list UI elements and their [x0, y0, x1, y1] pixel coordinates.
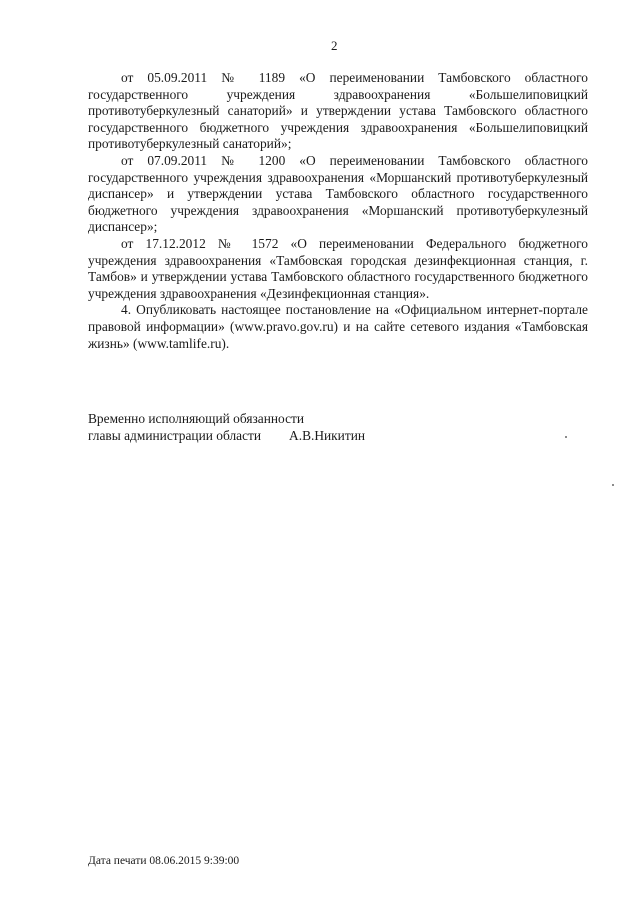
document-body	[88, 70, 588, 352]
paragraph-publication: 4. Опубликовать настоящее постановление на «Официальном интернет-портале правовой информации» (www.pravo.gov.ru) и на сайте сетевого издания «Тамбовская жизнь» (www.tamlife.ru).	[88, 302, 588, 351]
signature-title-line1: Временно исполняющий обязанности	[88, 411, 305, 426]
print-date: Дата печати 08.06.2015 9:39:00	[88, 855, 240, 867]
signature-block	[88, 410, 365, 444]
signatory-name: А.В.Никитин	[289, 428, 366, 443]
paragraph-decree-1189: от 05.09.2011 № 1189 «О переименовании Тамбовского областного государственного учреждения здравоохранения «Большелиповицкий противотуберкулезный санаторий» и утверждении устава Тамбовского областного государственного бюджетного учреждения здравоохранения «Большелиповицкий противотуберкулезный санаторий»;	[88, 70, 588, 152]
scan-speck	[612, 484, 614, 486]
page-number: 2	[331, 38, 338, 53]
paragraph-decree-1572: от 17.12.2012 № 1572 «О переименовании Федерального бюджетного учреждения здравоохранения «Тамбовская городская дезинфекционная станция, г. Тамбов» и утверждении устава Тамбовского областного государственного бюджетного учреждения здравоохранения «Дезинфекционная станция».	[88, 235, 588, 301]
signature-title-text: главы администрации области	[88, 428, 262, 443]
signature-title-line2	[88, 427, 365, 444]
paragraph-decree-1200: от 07.09.2011 № 1200 «О переименовании Тамбовского областного государственного учреждения здравоохранения «Моршанский противотуберкулезный диспансер» и утверждении устава Тамбовского областного государственного бюджетного учреждения здравоохранения «Моршанский противотуберкулезный диспансер»;	[88, 152, 588, 235]
scan-speck	[565, 436, 567, 438]
